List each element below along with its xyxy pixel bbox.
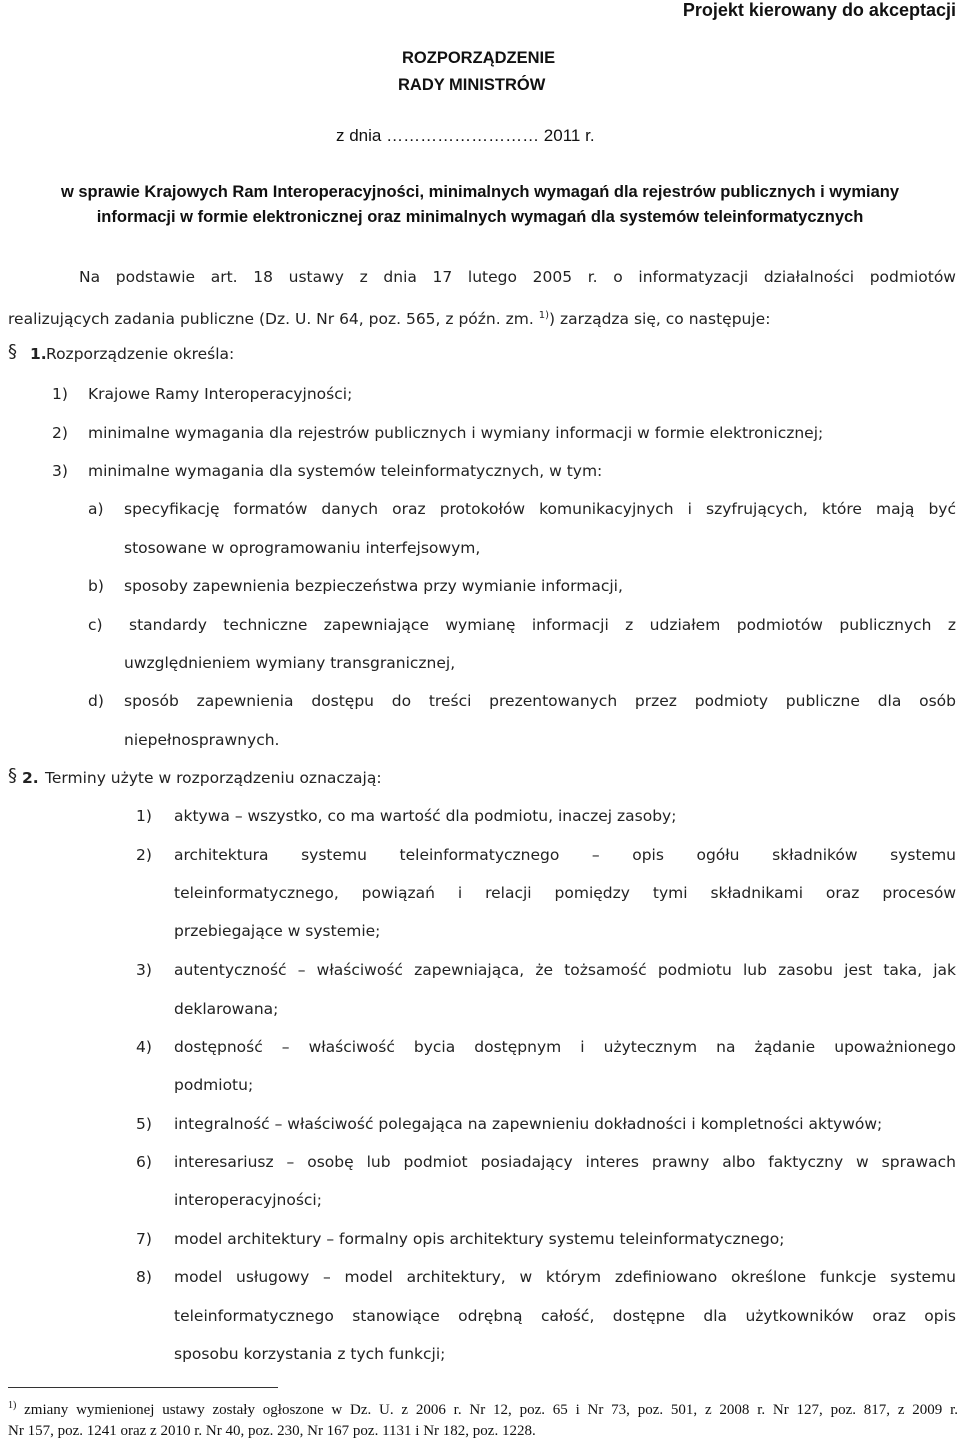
definition-line: architektura systemu teleinformatycznego – opis ogółu składników systemu [174, 846, 956, 864]
item-number: 4) [136, 1038, 152, 1056]
sub-item-text-line: niepełnosprawnych. [124, 731, 280, 749]
definition-line: teleinformatycznego, powiązań i relacji pomiędzy tymi składnikami oraz procesów [174, 884, 956, 902]
sub-item-text-line: uwzględnieniem wymiany transgranicznej, [124, 654, 456, 672]
definition-line: model architektury – formalny opis architektury systemu teleinformatycznego; [174, 1230, 785, 1248]
item-number: 8) [136, 1268, 152, 1286]
draft-note: Projekt kierowany do akceptacji [682, 0, 956, 20]
issue-date: z dnia ……………………… 2011 r. [336, 126, 595, 145]
item-text: Krajowe Ramy Interoperacyjności; [88, 385, 353, 403]
footnote-marker: 1) [8, 1400, 17, 1411]
footnote-text: zmiany wymienionej ustawy zostały ogłoszone w Dz. U. z 2006 r. Nr 12, poz. 65 i Nr 73, poz. 501, z 2008 r. Nr 127, poz. 817, z 2009 r. [24, 1402, 958, 1418]
title-line-1: ROZPORZĄDZENIE [402, 49, 556, 67]
sub-item-text-line: sposób zapewnienia dostępu do treści prezentowanych przez podmioty publiczne dla osób [124, 692, 956, 710]
definition-line: deklarowana; [174, 1000, 279, 1018]
item-number: 1) [136, 807, 152, 825]
sub-item-letter: d) [88, 692, 104, 710]
definition-line: interesariusz – osobę lub podmiot posiadający interes prawny albo faktyczny w sprawach [174, 1153, 956, 1171]
subject-line-1: w sprawie Krajowych Ram Interoperacyjności, minimalnych wymagań dla rejestrów publicznych i wymiany [60, 183, 900, 201]
definition-line: podmiotu; [174, 1076, 254, 1094]
footnote-line-2: Nr 157, poz. 1241 oraz z 2010 r. Nr 40, poz. 230, Nr 167 poz. 1131 i Nr 182, poz. 1228. [8, 1423, 536, 1439]
preamble-legal-basis: realizujących zadania publiczne (Dz. U. Nr 64, poz. 565, z późn. zm. [8, 310, 534, 329]
section-number: 2. [22, 769, 39, 787]
item-number: 2) [136, 846, 152, 864]
item-number: 1) [52, 385, 68, 403]
section-number: 1. [30, 345, 47, 363]
definition-line: teleinformatycznego stanowiące odrębną całość, dostępne dla użytkowników oraz opis [174, 1307, 956, 1325]
item-text: minimalne wymagania dla rejestrów publicznych i wymiany informacji w formie elektronicznej; [88, 424, 824, 442]
definition-line: przebiegające w systemie; [174, 922, 381, 940]
title-line-2: RADY MINISTRÓW [398, 76, 546, 94]
footnote-line-1 [8, 1400, 958, 1419]
sub-item-text-line: stosowane w oprogramowaniu interfejsowym, [124, 539, 481, 557]
sub-item-letter: b) [88, 577, 104, 595]
definition-line: dostępność – właściwość bycia dostępnym i użytecznym na żądanie upoważnionego [174, 1038, 956, 1056]
definition-line: model usługowy – model architektury, w którym zdefiniowano określone funkcje systemu [174, 1268, 956, 1286]
section-symbol: § [8, 765, 17, 786]
sub-item-text-line: sposoby zapewnienia bezpieczeństwa przy wymianie informacji, [124, 577, 623, 595]
preamble-line-1: Na podstawie art. 18 ustawy z dnia 17 lutego 2005 r. o informatyzacji działalności podmiotów [79, 268, 956, 286]
definition-line: interoperacyjności; [174, 1191, 322, 1209]
section-symbol: § [8, 341, 17, 362]
section-intro: Rozporządzenie określa: [46, 345, 235, 363]
item-number: 7) [136, 1230, 152, 1248]
definition-line: sposobu korzystania z tych funkcji; [174, 1345, 446, 1363]
item-text: minimalne wymagania dla systemów teleinformatycznych, w tym: [88, 462, 603, 480]
item-number: 6) [136, 1153, 152, 1171]
subject-line-2: informacji w formie elektronicznej oraz minimalnych wymagań dla systemów teleinformatycznych [96, 208, 864, 226]
definition-line: autentyczność – właściwość zapewniająca, że tożsamość podmiotu lub zasobu jest taka, jak [174, 961, 956, 979]
sub-item-letter: a) [88, 500, 104, 518]
footnote-ref[interactable]: 1) [538, 310, 549, 321]
item-number: 3) [52, 462, 68, 480]
item-number: 5) [136, 1115, 152, 1133]
footnote-separator [8, 1387, 278, 1388]
section-intro: Terminy użyte w rozporządzeniu oznaczają: [45, 769, 382, 787]
definition-line: aktywa – wszystko, co ma wartość dla podmiotu, inaczej zasoby; [174, 807, 677, 825]
sub-item-text-line: standardy techniczne zapewniające wymianę informacji z udziałem podmiotów publicznych z [129, 616, 956, 634]
definition-line: integralność – właściwość polegająca na zapewnieniu dokładności i kompletności aktywów; [174, 1115, 883, 1133]
preamble-line-2 [8, 306, 956, 329]
sub-item-text-line: specyfikację formatów danych oraz protokołów komunikacyjnych i szyfrujących, które mają być [124, 500, 956, 518]
sub-item-letter: c) [88, 616, 103, 634]
item-number: 2) [52, 424, 68, 442]
preamble-closing: ) zarządza się, co następuje: [548, 310, 771, 329]
item-number: 3) [136, 961, 152, 979]
